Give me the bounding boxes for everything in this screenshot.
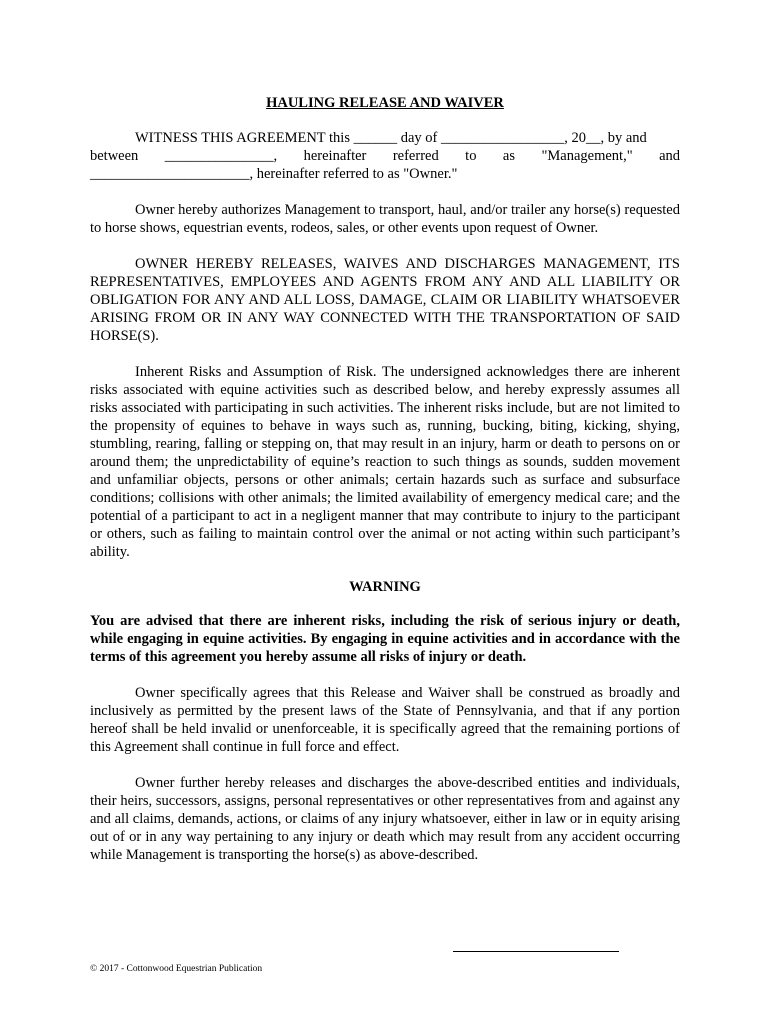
footer-copyright: © 2017 - Cottonwood Equestrian Publication [90, 964, 263, 974]
witness-word: to [465, 148, 477, 164]
authorize-paragraph: Owner hereby authorizes Management to transport, haul, and/or trailer any horse(s) requested to horse shows, equestrian events, rodeos, sales, or other events upon request of Owner. [90, 202, 680, 236]
further-release-paragraph: Owner further hereby releases and discharges the above-described entities and individuals, their heirs, successors, assigns, personal representatives or other representatives from and against any and all claims, demands, actions, or claims of any injury whatsoever, either in law or in equity arising out of or in any way pertaining to any injury or death which may result from any accident occurring while Management is transporting the horse(s) as above-described. [90, 775, 680, 863]
document-page [90, 94, 680, 864]
witness-word: "Management," [541, 148, 633, 164]
witness-word: referred [392, 148, 439, 164]
signature-line [453, 951, 619, 952]
warning-text: You are advised that there are inherent risks, including the risk of serious injury or death, while engaging in equine activities. By engaging in equine activities and in accordance with the terms of this agreement you hereby assume all risks of injury or death. [90, 613, 680, 665]
witness-line-1: WITNESS THIS AGREEMENT this ______ day of _________________, 20__, by and [135, 130, 647, 146]
witness-word: and [659, 148, 680, 164]
warning-heading: WARNING [349, 579, 421, 595]
witness-word: hereinafter [303, 148, 367, 164]
construed-paragraph: Owner specifically agrees that this Release and Waiver shall be construed as broadly and inclusively as permitted by the present laws of the State of Pennsylvania, and that if any portion hereof shall be held invalid or unenforceable, it is specifically agreed that the remaining portions of this Agreement shall continue in full force and effect. [90, 685, 680, 755]
witness-word: as [502, 148, 515, 164]
inherent-risks-paragraph: Inherent Risks and Assumption of Risk. The undersigned acknowledges there are inherent risks associated with equine activities such as described below, and hereby expressly assumes all risks associated with participating in such activities. The inherent risks include, but are not limited to the propensity of equines to behave in ways such as, running, bucking, biting, kicking, shying, stumbling, rearing, falling or stepping on, that may result in an injury, harm or death to persons on or around them; the unpredictability of equine’s reaction to such things as sounds, sudden movement and unfamiliar objects, persons or other animals; certain hazards such as surface and subsurface conditions; collisions with other animals; the limited availability of emergency medical care; and the potential of a participant to act in a negligent manner that may contribute to injury to the participant or others, such as failing to maintain control over the animal or not acting within such participant’s ability. [90, 364, 680, 560]
witness-block [90, 129, 680, 183]
document-title: HAULING RELEASE AND WAIVER [266, 95, 504, 111]
witness-line-2 [90, 147, 680, 165]
witness-word: _______________, [164, 148, 278, 164]
release-paragraph: OWNER HEREBY RELEASES, WAIVES AND DISCHARGES MANAGEMENT, ITS REPRESENTATIVES, EMPLOYEES AND AGENTS FROM ANY AND ALL LIABILITY OR OBLIGATION FOR ANY AND ALL LOSS, DAMAGE, CLAIM OR LIABILITY WHATSOEVER ARISING FROM OR IN ANY WAY CONNECTED WITH THE TRANSPORTATION OF SAID HORSE(S). [90, 256, 680, 344]
witness-word: between [90, 148, 139, 164]
witness-line-3: ______________________, hereinafter referred to as "Owner." [90, 166, 458, 182]
